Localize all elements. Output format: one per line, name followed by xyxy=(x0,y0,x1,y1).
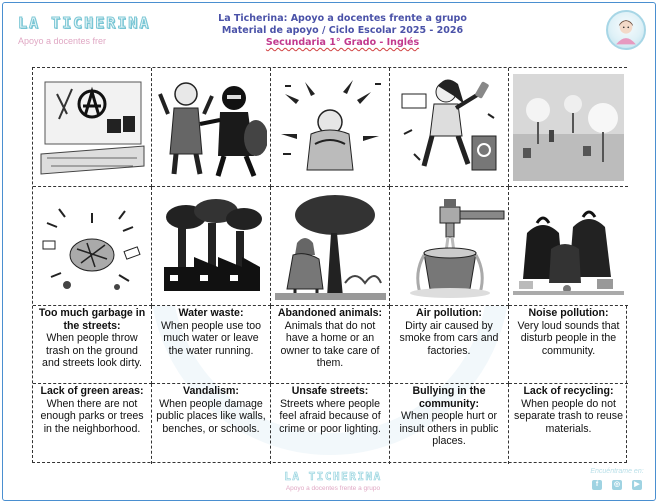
park-trees-icon xyxy=(513,74,624,181)
social-links xyxy=(584,468,650,490)
card-unsafe-streets xyxy=(271,384,390,464)
brand-subtitle: Apoyo a docentes frer xyxy=(18,36,107,46)
card-definition: When people do not separate trash to reuse materials. xyxy=(514,397,623,435)
card-image-air-pollution xyxy=(152,187,271,306)
footer-brand-title: LA TICHERINA xyxy=(284,470,382,483)
footer-brand-subtitle: Apoyo a docentes frente a grupo xyxy=(285,485,381,492)
abandoned-dog-icon xyxy=(275,193,386,300)
document-header xyxy=(170,13,515,49)
water-tap-icon xyxy=(394,193,505,300)
card-definition: When people damage public places like walls, benches, or schools. xyxy=(156,397,266,435)
card-recycling xyxy=(509,384,628,464)
instagram-icon[interactable]: ◎ xyxy=(613,481,621,488)
card-term: Abandoned animals: xyxy=(277,307,383,319)
card-definition: Very loud sounds that disturb people in the community. xyxy=(517,319,620,357)
card-term: Vandalism: xyxy=(183,385,239,397)
card-definition: Streets where people feel afraid because of crime or poor lighting. xyxy=(279,397,381,435)
vocabulary-card-grid xyxy=(32,67,627,463)
garbage-pile-icon xyxy=(37,193,148,300)
card-term: Bullying in the community: xyxy=(412,385,486,410)
thief-robbery-icon xyxy=(156,74,267,181)
card-image-green-areas xyxy=(509,68,628,187)
card-definition: When people hurt or insult others in public places. xyxy=(399,410,499,448)
card-term: Lack of recycling: xyxy=(523,385,614,397)
card-garbage xyxy=(33,306,152,384)
card-image-abandoned-animals xyxy=(271,187,390,306)
brand-logo xyxy=(18,14,150,46)
card-term: Lack of green areas: xyxy=(40,385,144,397)
card-definition: When people throw trash on the ground and streets look dirty. xyxy=(42,332,142,370)
teacher-avatar-icon xyxy=(606,10,646,50)
card-definition: When people use too much water or leave the water running. xyxy=(160,319,262,357)
youtube-icon[interactable]: ▶ xyxy=(632,480,642,490)
social-caption: Encuéntrame en: xyxy=(590,468,644,475)
card-definition: Animals that do not have a home or an owner to take care of them. xyxy=(280,319,380,370)
card-image-vandalism xyxy=(33,68,152,187)
header-line-3: Secundaria 1° Grado - Inglés xyxy=(265,37,420,48)
card-noise-pollution xyxy=(509,306,628,384)
brand-title: LA TICHERINA xyxy=(18,14,151,32)
card-green-areas xyxy=(33,384,152,464)
card-bullying xyxy=(390,384,509,464)
street-graffiti-icon xyxy=(37,74,148,181)
card-image-unsafe-streets xyxy=(152,68,271,187)
card-term: Too much garbage in the streets: xyxy=(38,307,146,332)
card-image-bullying xyxy=(271,68,390,187)
card-definition: Dirty air caused by smoke from cars and factories. xyxy=(399,319,499,357)
card-definition: When there are not enough parks or trees in the neighborhood. xyxy=(40,397,144,435)
card-image-garbage xyxy=(33,187,152,306)
card-image-recycling xyxy=(390,68,509,187)
card-term: Air pollution: xyxy=(416,307,482,319)
card-air-pollution xyxy=(390,306,509,384)
trash-bags-icon xyxy=(513,193,624,300)
card-image-recycling-lack xyxy=(509,187,628,306)
card-term: Noise pollution: xyxy=(528,307,609,319)
recycling-girl-icon xyxy=(394,74,505,181)
header-line-2: Material de apoyo / Ciclo Escolar 2025 - 2026 xyxy=(221,25,464,36)
card-image-water-waste xyxy=(390,187,509,306)
bullying-victim-icon xyxy=(275,74,386,181)
card-vandalism xyxy=(152,384,271,464)
card-term: Unsafe streets: xyxy=(291,385,369,397)
factory-smoke-icon xyxy=(156,193,267,300)
card-water-waste xyxy=(152,306,271,384)
header-line-1: La Ticherina: Apoyo a docentes frente a grupo xyxy=(218,13,467,24)
footer-brand-logo xyxy=(278,470,388,492)
card-term: Water waste: xyxy=(178,307,244,319)
facebook-icon[interactable]: f xyxy=(592,480,602,490)
card-abandoned-animals xyxy=(271,306,390,384)
